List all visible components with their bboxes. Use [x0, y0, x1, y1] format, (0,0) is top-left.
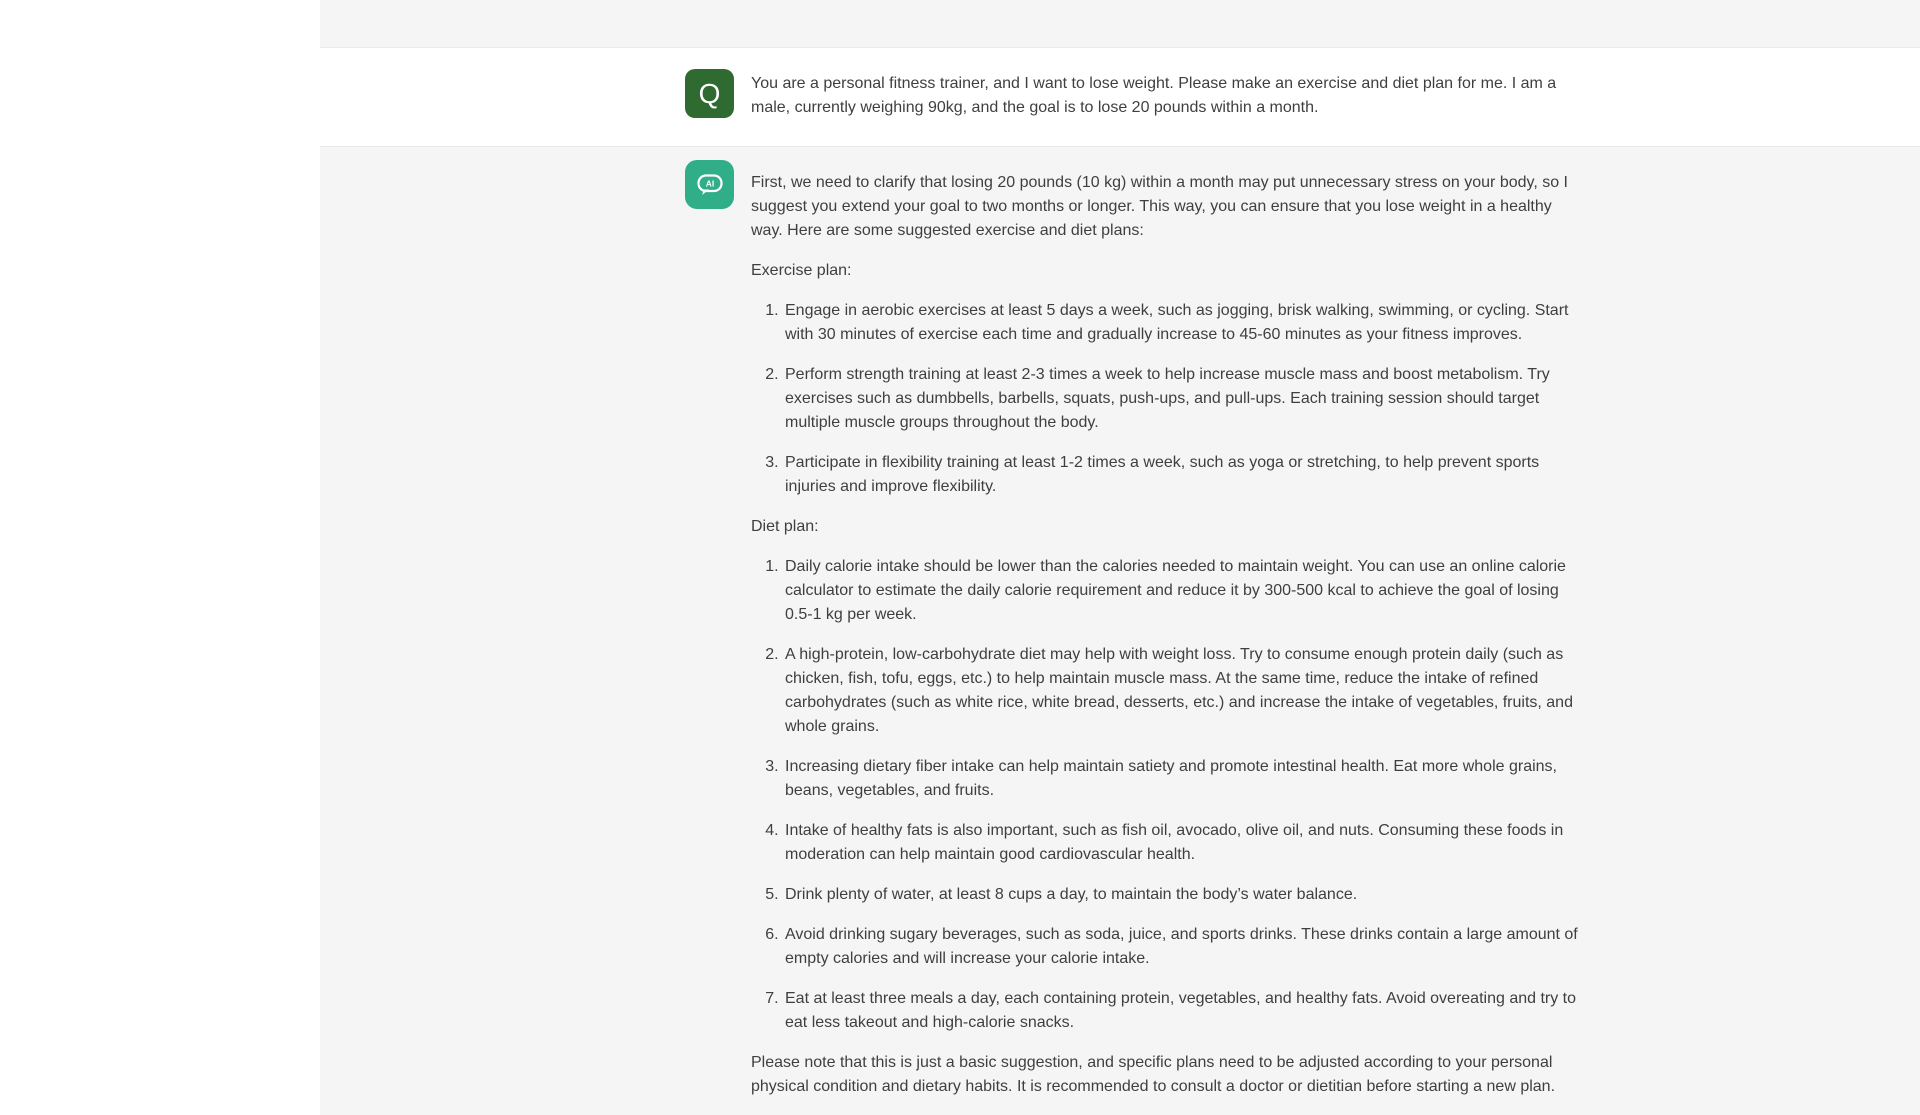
previous-message-remnant	[320, 0, 1920, 48]
answer-message	[320, 146, 1920, 1115]
answer-intro-paragraph: First, we need to clarify that losing 20 pounds (10 kg) within a month may put unnecessary stress on your body, so I suggest you extend your goal to two months or longer. This way, you can ensure that you lose weight in a healthy way. Here are some suggested exercise and diet plans:	[751, 174, 1568, 239]
ai-avatar	[685, 160, 734, 209]
list-item: 3. Participate in flexibility training at least 1-2 times a week, such as yoga or stretching, to help prevent sports injuries and improve flexibility.	[783, 451, 1579, 499]
question-message	[320, 48, 1920, 146]
list-item: 1. Engage in aerobic exercises at least 5 days a week, such as jogging, brisk walking, swimming, or cycling. Start with 30 minutes of exercise each time and gradually increase to 45-60 minutes as your fitness improves.	[783, 299, 1579, 347]
list-item: 3. Increasing dietary fiber intake can help maintain satiety and promote intestinal health. Eat more whole grains, beans, vegetables, and fruits.	[783, 755, 1579, 803]
list-item: 6. Avoid drinking sugary beverages, such as soda, juice, and sports drinks. These drinks contain a large amount of empty calories and will increase your calorie intake.	[783, 923, 1579, 971]
list-item: 4. Intake of healthy fats is also important, such as fish oil, avocado, olive oil, and nuts. Consuming these foods in moderation can help maintain good cardiovascular health.	[783, 819, 1579, 867]
exercise-plan-heading: Exercise plan:	[751, 262, 852, 279]
list-item: 7. Eat at least three meals a day, each containing protein, vegetables, and healthy fats. Avoid overeating and try to eat less takeout and high-calorie snacks.	[783, 987, 1579, 1035]
answer-text	[751, 171, 1579, 1115]
list-item: 2. Perform strength training at least 2-3 times a week to help increase muscle mass and boost metabolism. Try exercises such as dumbbells, barbells, squats, push-ups, and pull-ups. Each training session should target multiple muscle groups throughout the body.	[783, 363, 1579, 435]
list-item: 1. Daily calorie intake should be lower than the calories needed to maintain weight. You can use an online calorie calculator to estimate the daily calorie requirement and reduce it by 300-500 kcal to achieve the goal of losing 0.5-1 kg per week.	[783, 555, 1579, 627]
diet-plan-heading: Diet plan:	[751, 518, 819, 535]
answer-closing-paragraph: Please note that this is just a basic suggestion, and specific plans need to be adjusted according to your personal physical condition and dietary habits. It is recommended to consult a doctor or dietitian before starting a new plan.	[751, 1054, 1556, 1095]
chat-transcript	[320, 0, 1920, 1115]
exercise-plan-list	[751, 299, 1579, 499]
question-avatar-letter: Q	[698, 77, 721, 109]
svg-text:AI: AI	[705, 178, 714, 189]
list-item: 2. A high-protein, low-carbohydrate diet may help with weight loss. Try to consume enough protein daily (such as chicken, fish, tofu, eggs, etc.) to help maintain muscle mass. At the same time, reduce the intake of refined carbohydrates (such as white rice, white bread, desserts, etc.) and increase the intake of vegetables, fruits, and whole grains.	[783, 643, 1579, 739]
list-item: 5. Drink plenty of water, at least 8 cups a day, to maintain the body’s water balance.	[783, 883, 1579, 907]
question-text: You are a personal fitness trainer, and I want to lose weight. Please make an exercise and diet plan for me. I am a male, currently weighing 90kg, and the goal is to lose 20 pounds within a month.	[751, 75, 1557, 116]
question-avatar	[685, 69, 734, 118]
chat-bubble-icon	[694, 169, 726, 201]
diet-plan-list	[751, 555, 1579, 1035]
